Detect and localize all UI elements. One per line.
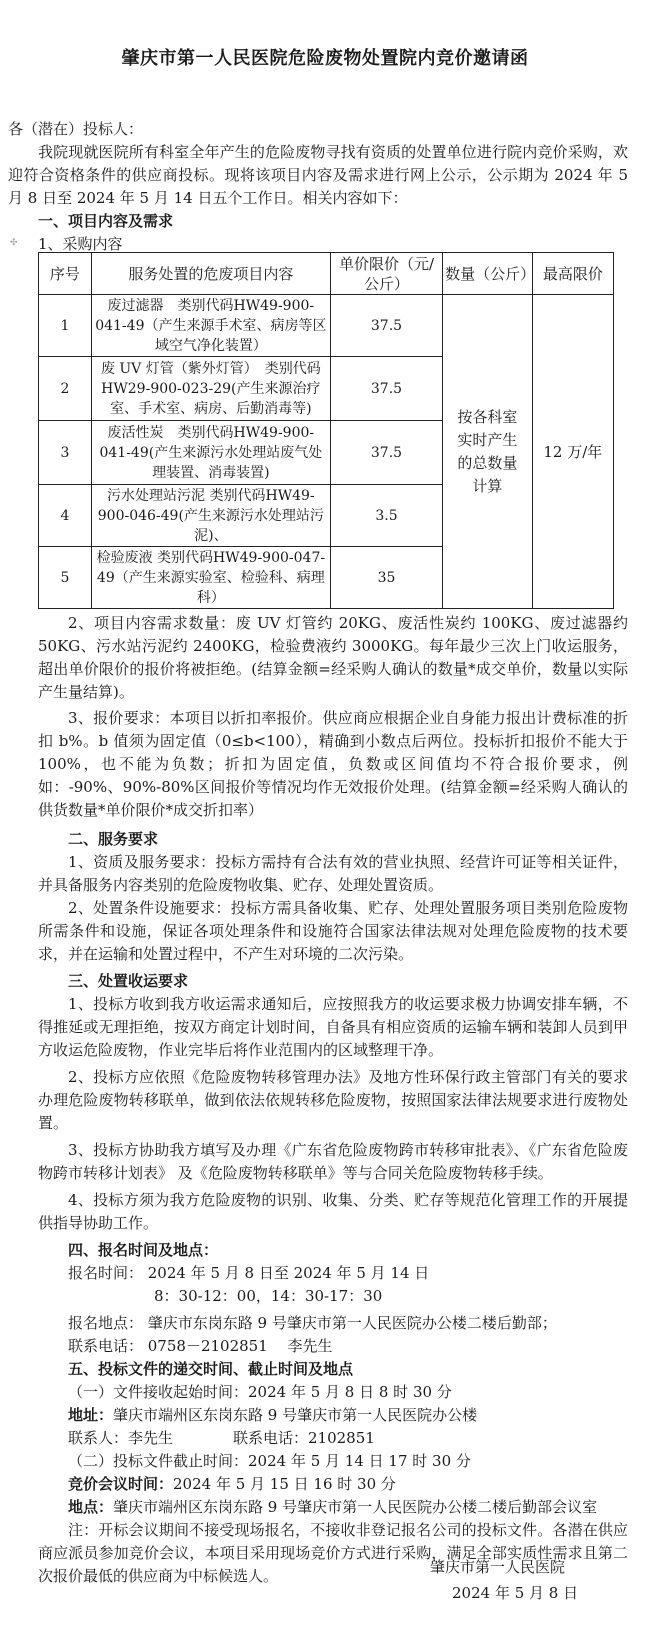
signup-place: 报名地点： 肇庆市东岗东路 9 号肇庆市第一人民医院办公楼二楼后勤部； [68, 1314, 557, 1332]
row-price: 3.5 [330, 485, 442, 547]
address-label: 地址： [68, 1406, 114, 1424]
section-5-heading: 五、投标文件的递交时间、截止时间及地点 [68, 1360, 354, 1378]
section-1-sub1: 1、采购内容 [38, 235, 123, 253]
header-max-price: 最高限价 [532, 253, 613, 295]
row-price: 35 [330, 547, 442, 609]
row-price: 37.5 [330, 295, 442, 357]
section-3-p1: 1、投标方收到我方收运需求通知后，应按照我方的收运要求极力协调安排车辆，不得推延或无理拒绝，按双方商定计划时间，自备具有相应资质的运输车辆和装卸人员到甲方收运危险废物，作业完毕后将作业范围内的区域整理干净。 [38, 995, 628, 1059]
signature-block [430, 1554, 630, 1606]
section-2-p1: 1、资质及服务要求：投标方需持有合法有效的营业执照、经营许可证等相关证件，并具备服务内容类别的危险废物收集、贮存、处理处置资质。 [38, 853, 628, 894]
row-content: 废过滤器 类别代码HW49-900-041-49（产生来源手术室、病房等区域空气净化装置） [91, 295, 330, 357]
signature-org: 肇庆市第一人民医院 [430, 1558, 566, 1576]
section-2-p2: 2、处置条件设施要求：投标方需具备收集、贮存、处理处置服务项目类别危险废物所需条件和设施，保证各项处理条件和设施符合国家法律法规对处理危险废物的技术要求，并在运输和处置过程中，不产生对环境的二次污染。 [38, 899, 628, 963]
meeting-label: 竞价会议时间： [68, 1475, 174, 1493]
signup-time: 报名时间： 2024 年 5 月 8 日至 2024 年 5 月 14 日 [68, 1264, 430, 1282]
max-price-cell: 12 万/年 [532, 295, 613, 609]
venue-value: 肇庆市端州区东岗东路 9 号肇庆市第一人民医院办公楼二楼后勤部会议室 [113, 1498, 598, 1516]
section-1-p2: 2、项目内容需求数量：废 UV 灯管约 20KG、废活性炭约 100KG、废过滤器约 50KG、污水站污泥约 2400KG，检验费液约 3000KG。每年最少三次上门收运服务，超出单价限价的报价将被拒绝。(结算金额=经采购人确认的数量*成交单价，数量以实际产生量结算)。 [38, 614, 628, 701]
signup-phone: 联系电话： 0758－2102851 李先生 [68, 1337, 333, 1355]
procurement-table [38, 252, 614, 609]
row-content: 检验废液 类别代码HW49-900-047-49（产生来源实验室、检验科、病理科） [91, 547, 330, 609]
submission-deadline: （二）投标文件截止时间：2024 年 5 月 14 日 17 时 30 分 [68, 1452, 471, 1470]
submission-address [38, 1404, 628, 1427]
row-no: 4 [39, 485, 92, 547]
header-price: 单价限价（元/公斤） [330, 253, 442, 295]
header-content: 服务处置的危废项目内容 [91, 253, 330, 295]
row-no: 2 [39, 357, 92, 421]
table-row [39, 295, 614, 357]
row-no: 5 [39, 547, 92, 609]
section-3-p4: 4、投标方须为我方危险废物的识别、收集、分类、贮存等规范化管理工作的开展提供指导协助工作。 [38, 1191, 628, 1232]
note-paragraph: 注：开标会议期间不接受现场报名，不接收非登记报名公司的投标文件。各潜在供应商应派员参加竞价会议，本项目采用现场竞价方式进行采购，满足全部实质性需求且第二次报价最低的供应商为中标候选人。 [38, 1521, 628, 1585]
section-1-heading: 一、项目内容及需求 [38, 212, 174, 230]
intro-paragraph: 我院现就医院所有科室全年产生的危险废物寻找有资质的处置单位进行院内竞价采购，欢迎符合资格条件的供应商投标。现将该项目内容及需求进行网上公示，公示期为 2024 年 5 月 8 日至 2024 年 5 月 14 日五个工作日。相关内容如下： [8, 143, 628, 207]
venue-label: 地点： [68, 1498, 114, 1516]
meeting-time [38, 1473, 628, 1496]
header-no: 序号 [39, 253, 92, 295]
signature-date: 2024 年 5 月 8 日 [452, 1584, 579, 1602]
row-price: 37.5 [330, 421, 442, 485]
header-quantity: 数量（公斤） [443, 253, 533, 295]
row-no: 3 [39, 421, 92, 485]
section-2-heading: 二、服务要求 [68, 830, 159, 848]
section-1-p3: 3、报价要求：本项目以折扣率报价。供应商应根据企业自身能力报出计费标准的折扣 b%。b 值须为固定值（0≤b<100），精确到小数点后两位。投标折扣报价不能大于 100%，也不能为负数；折扣为固定值，负数或区间值均不符合报价要求，例如：-90%、90%-80%区间报价等情况均作无效报价处理。(结算金额=经采购人确认的供货数量*单价限价*成交折扣率） [38, 709, 628, 819]
section-1-body [38, 612, 628, 1588]
row-content: 污水处理站污泥 类别代码HW49-900-046-49(产生来源污水处理站污泥)、 [91, 485, 330, 547]
submission-contact: 联系人：李先生 联系电话：2102851 [68, 1429, 375, 1447]
intro-block [8, 118, 628, 256]
row-content: 废 UV 灯管（紫外灯管） 类别代码HW29-900-023-29(产生来源治疗室、手术室、病房、后勤消毒等) [91, 357, 330, 421]
section-3-heading: 三、处置收运要求 [68, 972, 189, 990]
section-3-p2: 2、投标方应依照《危险废物转移管理办法》及地方性环保行政主管部门有关的要求办理危险废物转移联单，做到依法依规转移危险废物，按照国家法律法规要求进行废物处置。 [38, 1068, 628, 1132]
meeting-venue [38, 1496, 628, 1519]
table-header-row [39, 253, 614, 295]
address-value: 肇庆市端州区东岗东路 9 号肇庆市第一人民医院办公楼 [113, 1406, 478, 1424]
meeting-value: 2024 年 5 月 15 日 16 时 30 分 [173, 1475, 396, 1493]
section-4-heading: 四、报名时间及地点： [68, 1241, 219, 1259]
row-no: 1 [39, 295, 92, 357]
document-title: 肇庆市第一人民医院危险废物处置院内竞价邀请函 [121, 48, 529, 69]
salutation: 各（潜在）投标人： [8, 120, 144, 138]
row-price: 37.5 [330, 357, 442, 421]
submission-start: （一）文件接收起始时间：2024 年 5 月 8 日 8 时 30 分 [68, 1383, 452, 1401]
table-handle-icon: ✣ [10, 238, 18, 248]
signup-hours: 8：30-12：00，14：30-17：30 [154, 1287, 383, 1305]
section-3-p3: 3、投标方协助我方填写及办理《广东省危险废物跨市转移审批表》、《广东省危险废物跨市转移计划表》 及《危险废物转移联单》等与合同关危险废物转移手续。 [38, 1141, 628, 1182]
quantity-cell: 按各科室实时产生的总数量计算 [443, 295, 533, 609]
row-content: 废活性炭 类别代码HW49-900-041-49(产生来源污水处理站废气处理装置、消毒装置) [91, 421, 330, 485]
